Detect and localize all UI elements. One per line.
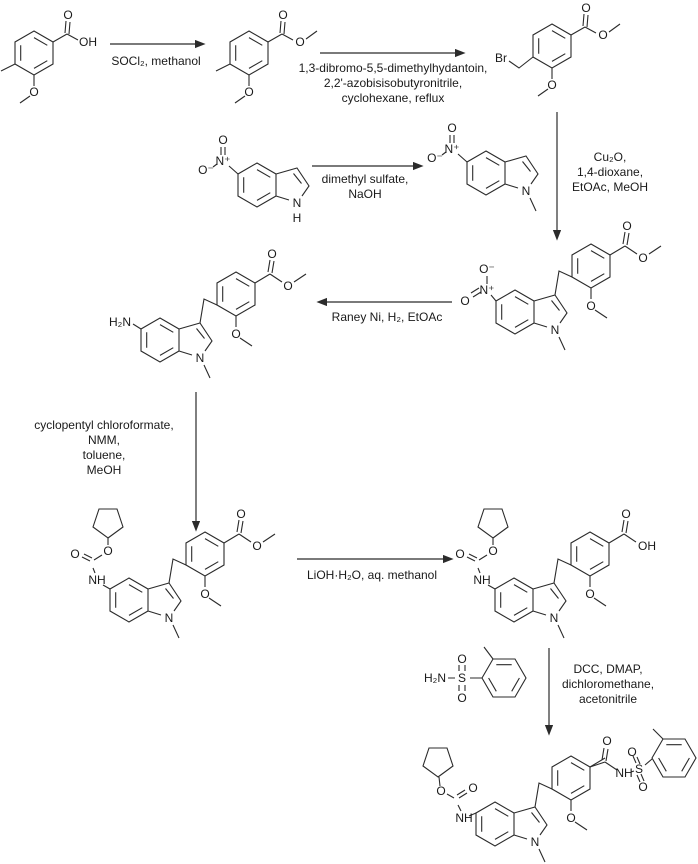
atom-label-o: O	[602, 734, 612, 748]
structure-carbamate-acid	[455, 507, 656, 638]
atom-label-o: O	[547, 78, 557, 92]
reagent-text: LiOH·H₂O, aq. methanol	[306, 568, 438, 582]
structure-bromomethyl-ester	[495, 1, 620, 96]
atom-label-o: O	[455, 547, 465, 561]
reagent-label-step5	[332, 310, 443, 325]
atom-label-oh: OH	[638, 539, 656, 553]
atom-label-s: S	[634, 762, 644, 776]
atom-label-o-minus: O⁻	[198, 163, 214, 177]
atom-label-nh: NH	[615, 766, 633, 780]
reagent-text: 2,2'-azobisisobutyronitrile,	[323, 76, 463, 90]
atom-label-o-minus: O⁻	[479, 262, 495, 276]
atom-label-o: O	[585, 587, 595, 601]
reagent-text: 1,3-dibromo-5,5-dimethylhydantoin,	[298, 61, 488, 75]
atom-label-o: O	[267, 247, 277, 261]
atom-label-o: O	[566, 811, 576, 825]
structure-final-product	[423, 729, 696, 862]
atom-label-o: O	[638, 251, 648, 265]
atom-label-o: O	[252, 539, 262, 553]
bond-lines	[509, 14, 620, 96]
reagent-label-step7	[307, 568, 437, 583]
atom-label-n: N	[292, 196, 302, 210]
atom-label-nh: NH	[455, 811, 473, 825]
atom-label-o: O	[295, 35, 305, 49]
reagent-label-step8	[562, 662, 654, 707]
atom-label-n: N	[195, 351, 205, 365]
reagent-label-step1	[111, 54, 200, 69]
reagent-text: dichloromethane,	[561, 677, 655, 691]
atom-label-o: O	[29, 85, 39, 99]
atom-label-o: O	[70, 547, 80, 561]
atom-label-n-plus: N⁺	[479, 283, 495, 297]
reagent-text: dimethyl sulfate,	[321, 172, 409, 186]
reagent-text: MeOH	[86, 463, 122, 477]
atom-label-o: O	[63, 8, 73, 22]
atom-label-o: O	[457, 691, 467, 705]
atom-label-br: Br	[495, 51, 507, 65]
reagent-text: SOCl₂, methanol	[111, 54, 201, 68]
atom-label-o: O	[621, 507, 631, 521]
atom-label-o: O	[278, 8, 288, 22]
reagent-text: cyclopentyl chloroformate,	[34, 418, 174, 432]
reagent-text: NaOH	[348, 187, 382, 201]
atom-label-o: O	[457, 652, 467, 666]
bond-lines	[133, 324, 141, 329]
atom-label-n-plus: N⁺	[215, 154, 231, 168]
reagent-text: Raney Ni, H₂, EtOAc	[331, 310, 443, 324]
atom-label-h2n: H₂N	[424, 671, 446, 685]
atom-label-o: O	[244, 85, 254, 99]
atom-label-n: N	[550, 323, 560, 337]
reagent-label-step4	[322, 172, 409, 202]
reagent-text: Cu₂O,	[593, 150, 627, 164]
atom-label-o: O	[103, 544, 113, 558]
reagent-text: toluene,	[82, 448, 126, 462]
atom-label-s: S	[457, 671, 467, 685]
atom-label-o: O	[200, 587, 210, 601]
reagent-text: EtOAc, MeOH	[571, 180, 649, 194]
structure-5-nitroindole	[198, 133, 309, 225]
reagent-text: NMM,	[88, 433, 120, 447]
atom-label-n: N	[530, 835, 540, 849]
structure-methoxymethyl-benzoic-acid	[1, 8, 97, 103]
atom-label-n: N	[521, 184, 531, 198]
atom-label-o: O	[638, 780, 648, 794]
atom-label-o: O	[488, 544, 498, 558]
reagent-label-step3	[572, 150, 648, 195]
atom-label-o: O	[627, 745, 637, 759]
bond-lines	[1, 21, 78, 103]
atom-label-o: O	[586, 299, 596, 313]
atom-label-n: N	[549, 611, 559, 625]
reagent-label-step2	[299, 61, 488, 106]
atom-label-oh: OH	[79, 35, 97, 49]
structure-nitro-coupled-ester	[460, 219, 661, 350]
atom-label-n-plus: N⁺	[444, 142, 460, 156]
atom-label-n: N	[164, 611, 174, 625]
atom-label-o: O	[447, 121, 457, 135]
structure-1-methyl-5-nitroindole	[427, 121, 538, 211]
atom-label-o: O	[460, 294, 470, 308]
atom-label-o-minus: O⁻	[427, 151, 443, 165]
atom-label-h2n: H₂N	[109, 315, 131, 329]
atom-label-o: O	[581, 1, 591, 15]
atom-label-h: H	[292, 211, 302, 225]
atom-label-o: O	[236, 507, 246, 521]
atom-label-o: O	[622, 219, 632, 233]
atom-label-o: O	[231, 327, 241, 341]
atom-label-o: O	[283, 279, 293, 293]
atom-label-o: O	[436, 784, 446, 798]
reagent-text: cyclohexane, reflux	[341, 91, 445, 105]
reagent-text: DCC, DMAP,	[573, 662, 643, 676]
atom-label-nh: NH	[473, 573, 491, 587]
atom-label-o: O	[468, 781, 478, 795]
structure-toluenesulfonamide	[424, 647, 526, 705]
structure-amino-ester	[109, 247, 306, 378]
atom-label-o: O	[598, 28, 608, 42]
reagent-text: 1,4-dioxane,	[576, 165, 644, 179]
reagent-label-step6	[34, 418, 173, 478]
reaction-arrows	[110, 44, 557, 726]
atom-label-o: O	[218, 133, 228, 147]
atom-label-nh: NH	[88, 573, 106, 587]
reagent-text: acetonitrile	[578, 692, 638, 706]
structure-carbamate-ester	[70, 507, 275, 638]
